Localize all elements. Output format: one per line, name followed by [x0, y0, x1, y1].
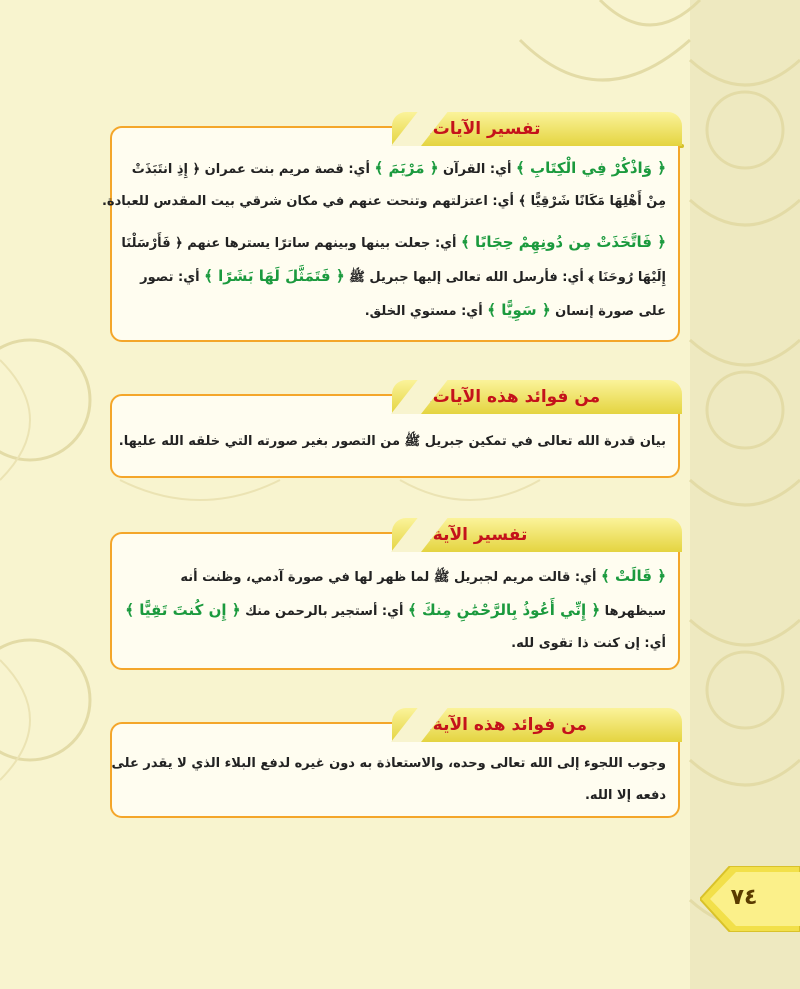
section-3-panel — [110, 525, 680, 670]
section-4-line-2: دفعه إلا الله. — [584, 788, 666, 803]
section-4-line-1: وجوب اللجوء إلى الله تعالى وحده، والاستعاذة به دون غيره لدفع البلاء الذي لا يقدر على — [111, 756, 666, 771]
section-2-body — [118, 426, 666, 458]
section-3-line-2: سيظهرها ﴿ إِنِّي أَعُوذُ بِالرَّحْمَٰنِ مِنكَ ﴾ أي: أستجير بالرحمن منك ﴿ إِن كُنتَ تَقِيًّا ﴾ — [125, 601, 666, 619]
section-1-body — [101, 152, 666, 328]
section-3-line-1: ﴿ قَالَتْ ﴾ أي: قالت مريم لجبريل ﷺ لما ظهر لها في صورة آدمي، وظنت أنه — [180, 567, 666, 585]
section-3-body — [126, 560, 666, 660]
page-number: ٧٤ — [730, 885, 758, 910]
section-1-panel — [101, 119, 680, 342]
section-1-line-4: إِلَيْهَا رُوحَنَا ﴾ أي: فأرسل الله تعالى إليها جبريل ﷺ ﴿ فَتَمَثَّلَ لَهَا بَشَرًا ﴾ أي: تصور — [140, 267, 666, 285]
section-1-line-5: على صورة إنسان ﴿ سَوِيًّا ﴾ أي: مستوي الخلق. — [364, 301, 666, 319]
section-3-heading: تفسير الآية: — [392, 518, 682, 552]
section-2-heading: من فوائد هذه الآيات: — [392, 380, 682, 414]
section-1-line-3: ﴿ فَاتَّخَذَتْ مِن دُونِهِمْ حِجَابًا ﴾ أي: جعلت بينها وبينهم ساترًا يسترها عنهم ﴿ فَأَرْسَلْنَا — [121, 233, 666, 251]
section-1-line-2: مِنْ أَهْلِهَا مَكَانًا شَرْقِيًّا ﴾ أي: اعتزلتهم وتنحت عنهم في مكان شرقي بيت المقدس للعبادة. — [101, 194, 666, 209]
section-2-line-1: بيان قدرة الله تعالى في تمكين جبريل ﷺ من التصور بغير صورته التي خلقه الله عليها. — [118, 434, 666, 449]
section-4-heading: من فوائد هذه الآية: — [392, 708, 682, 742]
section-1-heading: تفسير الآيات: — [392, 112, 682, 146]
section-2-panel — [110, 387, 680, 478]
section-3-line-3: أي: إن كنت ذا تقوى لله. — [511, 636, 666, 651]
section-4-panel — [110, 715, 680, 818]
section-4-body — [111, 748, 666, 812]
section-1-line-1: ﴿ وَاذْكُرْ فِي الْكِتَابِ ﴾ أي: القرآن ﴿ مَرْيَمَ ﴾ أي: قصة مريم بنت عمران ﴿ إِذِ انتَبَذَتْ — [131, 159, 666, 177]
